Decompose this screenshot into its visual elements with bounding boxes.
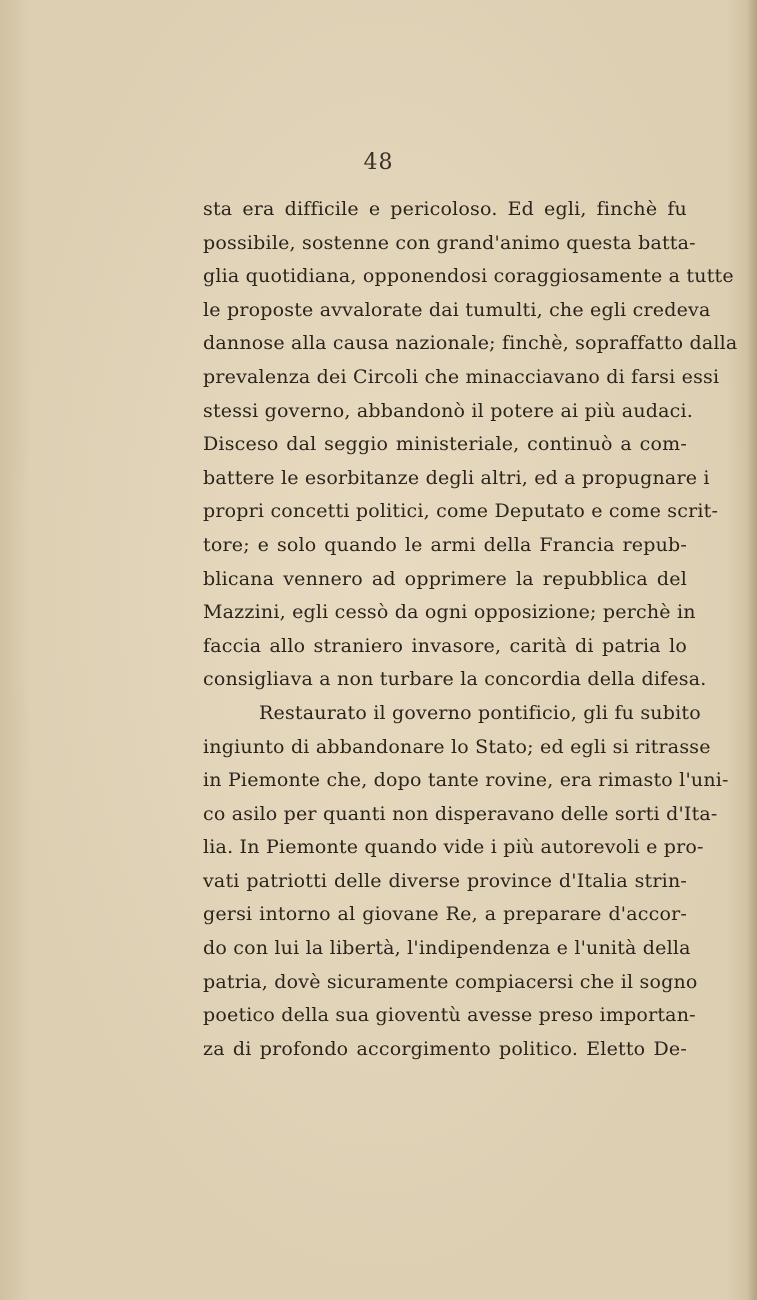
text-line: prevalenza dei Circoli che minacciavano di farsi essi bbox=[203, 365, 720, 388]
text-line: faccia allo straniero invasore, carità di patria lo bbox=[203, 634, 687, 657]
text-line: poetico della sua gioventù avesse preso importan- bbox=[203, 1004, 696, 1027]
text-line: possibile, sostenne con grand'animo questa batta- bbox=[203, 231, 696, 254]
text-line: le proposte avvalorate dai tumulti, che egli credeva bbox=[203, 298, 711, 321]
text-line: stessi governo, abbandonò il potere ai più audaci. bbox=[203, 399, 694, 422]
text-line: do con lui la libertà, l'indipendenza e l'unità della bbox=[203, 937, 691, 960]
text-line: dannose alla causa nazionale; finchè, sopraffatto dalla bbox=[203, 332, 738, 355]
text-line: in Piemonte che, dopo tante rovine, era rimasto l'uni- bbox=[203, 769, 729, 792]
page-edge-shadow bbox=[747, 0, 757, 1300]
text-line: za di profondo accorgimento politico. Eletto De- bbox=[203, 1037, 687, 1060]
text-line: ingiunto di abbandonare lo Stato; ed egli si ritrasse bbox=[203, 735, 711, 758]
text-line: Mazzini, egli cessò da ogni opposizione; perchè in bbox=[203, 601, 696, 624]
text-line: tore; e solo quando le armi della Francia repub- bbox=[203, 533, 687, 556]
text-line: vati patriotti delle diverse province d'Italia strin- bbox=[203, 869, 687, 892]
text-line: sta era difficile e pericoloso. Ed egli, finchè fu bbox=[203, 198, 687, 220]
text-line: co asilo per quanti non disperavano delle sorti d'Ita- bbox=[203, 802, 718, 825]
body-text bbox=[203, 193, 738, 1066]
text-line: battere le esorbitanze degli altri, ed a propugnare i bbox=[203, 466, 710, 489]
text-line: propri concetti politici, come Deputato e come scrit- bbox=[203, 500, 719, 523]
text-line: lia. In Piemonte quando vide i più autorevoli e pro- bbox=[203, 836, 704, 859]
text-line: Disceso dal seggio ministeriale, continuò a com- bbox=[203, 433, 687, 456]
text-line: consigliava a non turbare la concordia della difesa. bbox=[203, 668, 707, 691]
text-line: gersi intorno al giovane Re, a preparare d'accor- bbox=[203, 903, 687, 926]
text-line: glia quotidiana, opponendosi coraggiosamente a tutte bbox=[203, 265, 734, 288]
text-line: patria, dovè sicuramente compiacersi che il sogno bbox=[203, 970, 698, 993]
page-number: 48 bbox=[363, 150, 394, 175]
text-line: Restaurato il governo pontificio, gli fu subito bbox=[259, 701, 701, 724]
text-line: blicana vennero ad opprimere la repubblica del bbox=[203, 567, 687, 590]
